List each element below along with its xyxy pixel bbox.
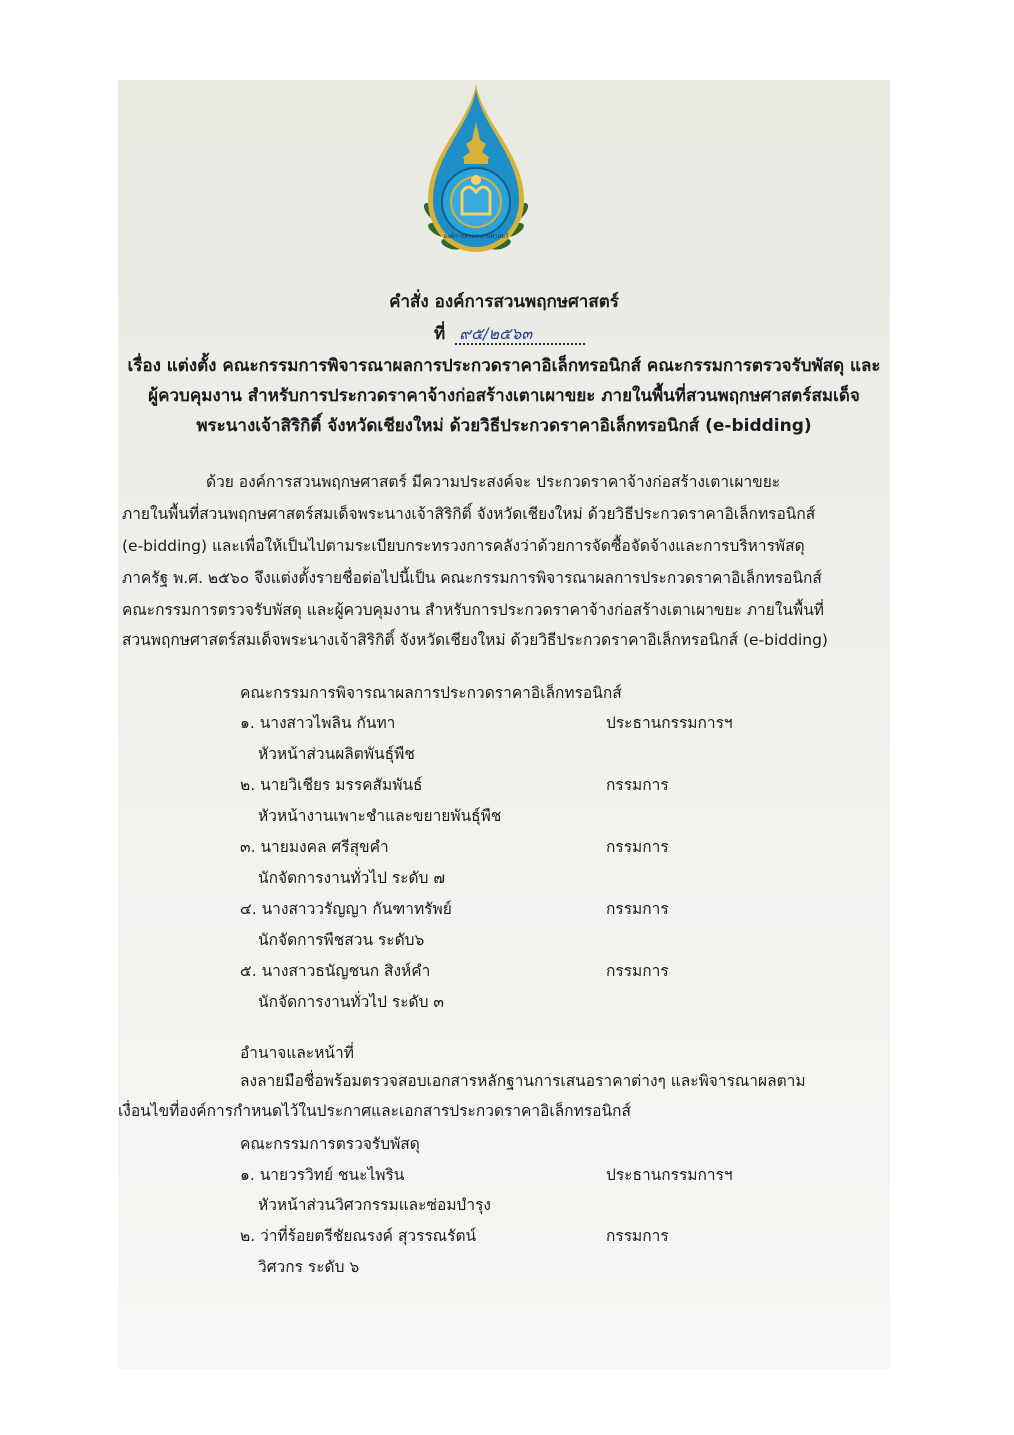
committee-1-member-1-name: ๑. นางสาวไพลิน กันทา: [240, 714, 396, 732]
order-number-value: ๙๕/๒๕๖๓: [455, 325, 585, 345]
committee-1-member-5-position: นักจัดการงานทั่วไป ระดับ ๓: [258, 993, 444, 1011]
document-page: [118, 80, 890, 1370]
body-line-1: ด้วย องค์การสวนพฤกษศาสตร์ มีความประสงค์จะ ประกวดราคาจ้างก่อสร้างเตาเผาขยะ: [206, 473, 781, 491]
committee-2-member-1-name: ๑. นายวรวิทย์ ชนะไพริน: [240, 1166, 405, 1184]
garden-organization-emblem-icon: [420, 82, 532, 257]
committee-1-member-1-role: ประธานกรรมการฯ: [606, 714, 733, 732]
body-line-3: (e-bidding) และเพื่อให้เป็นไปตามระเบียบกระทรวงการคลังว่าด้วยการจัดซื้อจัดจ้างและการบริหารพัสดุ: [122, 537, 805, 555]
committee-2-member-2-name: ๒. ว่าที่ร้อยตรีชัยณรงค์ สุวรรณรัตน์: [240, 1227, 477, 1245]
committee-2-member-1-position: หัวหน้าส่วนวิศวกรรมและซ่อมบำรุง: [258, 1196, 491, 1214]
committee-1-member-5-name: ๕. นางสาวธนัญชนก สิงห์คำ: [240, 962, 431, 980]
order-title: คำสั่ง องค์การสวนพฤกษศาสตร์: [389, 292, 619, 312]
committee-1-member-4-role: กรรมการ: [606, 900, 669, 918]
committee-1-member-3-name: ๓. นายมงคล ศรีสุขคำ: [240, 838, 389, 856]
committee-2-title: คณะกรรมการตรวจรับพัสดุ: [240, 1135, 420, 1153]
committee-1-member-3-role: กรรมการ: [606, 838, 669, 856]
order-number-label: ที่: [434, 324, 446, 344]
committee-1-title: คณะกรรมการพิจารณาผลการประกวดราคาอิเล็กทรอนิกส์: [240, 684, 622, 702]
committee-2-member-2-role: กรรมการ: [606, 1227, 669, 1245]
committee-2-member-2-position: วิศวกร ระดับ ๖: [258, 1258, 360, 1276]
committee-1-member-2-position: หัวหน้างานเพาะชำและขยายพันธุ์พืช: [258, 807, 502, 825]
committee-1-member-4-name: ๔. นางสาววรัญญา กันฑาทรัพย์: [240, 900, 452, 918]
order-number: [434, 320, 585, 347]
duties-line-1: ลงลายมือชื่อพร้อมตรวจสอบเอกสารหลักฐานการเสนอราคาต่างๆ และพิจารณาผลตาม: [240, 1072, 806, 1090]
duties-line-2: เงื่อนไขที่องค์การกำหนดไว้ในประกาศและเอกสารประกวดราคาอิเล็กทรอนิกส์: [118, 1102, 631, 1120]
committee-2-member-1-role: ประธานกรรมการฯ: [606, 1166, 733, 1184]
committee-1-member-3-position: นักจัดการงานทั่วไป ระดับ ๗: [258, 869, 446, 887]
subject-line-2: ผู้ควบคุมงาน สำหรับการประกวดราคาจ้างก่อสร้างเตาเผาขยะ ภายในพื้นที่สวนพฤกษศาสตร์สมเด็จ: [148, 386, 860, 406]
committee-1-member-5-role: กรรมการ: [606, 962, 669, 980]
committee-1-member-2-role: กรรมการ: [606, 776, 669, 794]
body-line-2: ภายในพื้นที่สวนพฤกษศาสตร์สมเด็จพระนางเจ้าสิริกิติ์ จังหวัดเชียงใหม่ ด้วยวิธีประกวดราคาอิเล็กทรอนิกส์: [122, 505, 816, 523]
body-line-6: สวนพฤกษศาสตร์สมเด็จพระนางเจ้าสิริกิติ์ จังหวัดเชียงใหม่ ด้วยวิธีประกวดราคาอิเล็กทรอนิกส์ (e-bidding): [122, 631, 828, 649]
body-line-4: ภาครัฐ พ.ศ. ๒๕๖๐ จึงแต่งตั้งรายชื่อต่อไปนี้เป็น คณะกรรมการพิจารณาผลการประกวดราคาอิเล็กทรอนิกส์: [122, 569, 822, 587]
subject-line-3: พระนางเจ้าสิริกิติ์ จังหวัดเชียงใหม่ ด้วยวิธีประกวดราคาอิเล็กทรอนิกส์ (e-bidding): [196, 416, 812, 436]
committee-1-member-4-position: นักจัดการพืชสวน ระดับ๖: [258, 931, 425, 949]
committee-1-member-1-position: หัวหน้าส่วนผลิตพันธุ์พืช: [258, 745, 415, 763]
body-line-5: คณะกรรมการตรวจรับพัสดุ และผู้ควบคุมงาน สำหรับการประกวดราคาจ้างก่อสร้างเตาเผาขยะ ภายในพื้นที่: [122, 601, 825, 619]
emblem-ring-text: องค์การสวนพฤกษศาสตร์: [443, 233, 509, 240]
subject-line-1: เรื่อง แต่งตั้ง คณะกรรมการพิจารณาผลการประกวดราคาอิเล็กทรอนิกส์ คณะกรรมการตรวจรับพัสดุ และ: [127, 356, 881, 376]
duties-title: อำนาจและหน้าที่: [240, 1044, 354, 1062]
committee-1-member-2-name: ๒. นายวิเชียร มรรคสัมพันธ์: [240, 776, 423, 794]
